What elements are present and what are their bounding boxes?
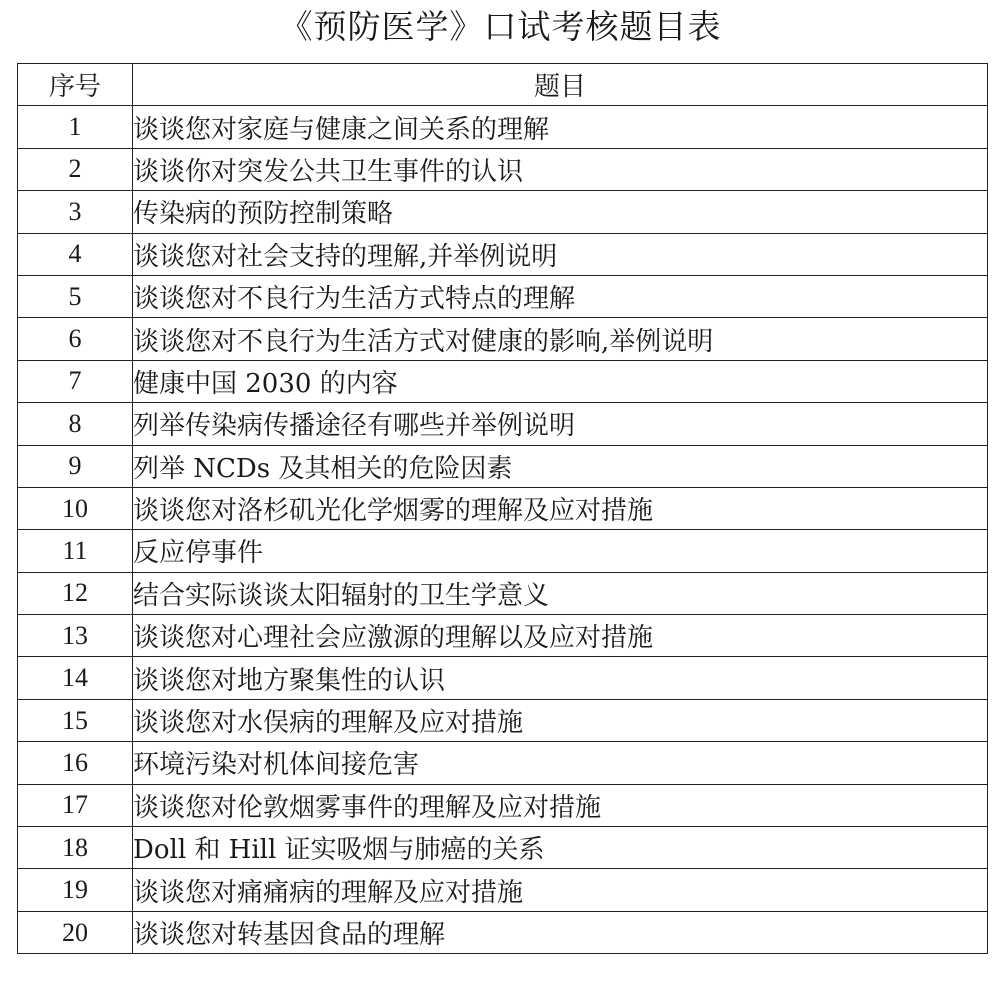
table-header-row — [18, 64, 988, 106]
row-topic: 谈谈您对不良行为生活方式特点的理解 — [133, 275, 988, 317]
row-number: 20 — [18, 911, 133, 953]
row-topic: 反应停事件 — [133, 530, 988, 572]
table-row — [18, 911, 988, 953]
table-row — [18, 487, 988, 529]
row-number: 8 — [18, 403, 133, 445]
row-topic: 结合实际谈谈太阳辐射的卫生学意义 — [133, 572, 988, 614]
document-title: 《预防医学》口试考核题目表 — [279, 7, 722, 46]
row-topic: 谈谈您对社会支持的理解,并举例说明 — [133, 233, 988, 275]
row-number: 13 — [18, 615, 133, 657]
table-row — [18, 827, 988, 869]
row-topic: 环境污染对机体间接危害 — [133, 742, 988, 784]
row-number: 5 — [18, 275, 133, 317]
row-number: 10 — [18, 487, 133, 529]
table-row — [18, 233, 988, 275]
table-row — [18, 615, 988, 657]
table-row — [18, 742, 988, 784]
row-topic: 谈谈您对洛杉矶光化学烟雾的理解及应对措施 — [133, 487, 988, 529]
row-topic: 谈谈您对伦敦烟雾事件的理解及应对措施 — [133, 784, 988, 826]
table-row — [18, 699, 988, 741]
row-number: 9 — [18, 445, 133, 487]
row-number: 14 — [18, 657, 133, 699]
row-number: 6 — [18, 318, 133, 360]
table-row — [18, 148, 988, 190]
table-row — [18, 657, 988, 699]
exam-questions-table — [17, 63, 988, 954]
row-topic: 谈谈您对转基因食品的理解 — [133, 911, 988, 953]
row-topic: 健康中国 2030 的内容 — [133, 360, 988, 402]
row-topic: 谈谈您对家庭与健康之间关系的理解 — [133, 106, 988, 148]
table-row — [18, 106, 988, 148]
row-number: 7 — [18, 360, 133, 402]
row-number: 4 — [18, 233, 133, 275]
row-topic: 传染病的预防控制策略 — [133, 191, 988, 233]
table-row — [18, 191, 988, 233]
table-row — [18, 275, 988, 317]
table-row — [18, 784, 988, 826]
row-topic: 谈谈您对不良行为生活方式对健康的影响,举例说明 — [133, 318, 988, 360]
row-number: 15 — [18, 699, 133, 741]
table-row — [18, 318, 988, 360]
row-topic: 谈谈您对水俣病的理解及应对措施 — [133, 699, 988, 741]
row-number: 11 — [18, 530, 133, 572]
row-number: 1 — [18, 106, 133, 148]
table-row — [18, 360, 988, 402]
row-number: 2 — [18, 148, 133, 190]
table-row — [18, 572, 988, 614]
row-number: 3 — [18, 191, 133, 233]
row-topic: 列举传染病传播途径有哪些并举例说明 — [133, 403, 988, 445]
row-number: 16 — [18, 742, 133, 784]
table-row — [18, 869, 988, 911]
row-topic: 谈谈你对突发公共卫生事件的认识 — [133, 148, 988, 190]
table-row — [18, 530, 988, 572]
row-topic: 谈谈您对心理社会应激源的理解以及应对措施 — [133, 615, 988, 657]
table-row — [18, 403, 988, 445]
row-topic: 谈谈您对痛痛病的理解及应对措施 — [133, 869, 988, 911]
column-header-topic: 题目 — [133, 64, 988, 106]
row-topic: Doll 和 Hill 证实吸烟与肺癌的关系 — [133, 827, 988, 869]
row-topic: 谈谈您对地方聚集性的认识 — [133, 657, 988, 699]
row-number: 18 — [18, 827, 133, 869]
row-number: 12 — [18, 572, 133, 614]
column-header-number: 序号 — [18, 64, 133, 106]
row-number: 17 — [18, 784, 133, 826]
row-topic: 列举 NCDs 及其相关的危险因素 — [133, 445, 988, 487]
table-row — [18, 445, 988, 487]
row-number: 19 — [18, 869, 133, 911]
